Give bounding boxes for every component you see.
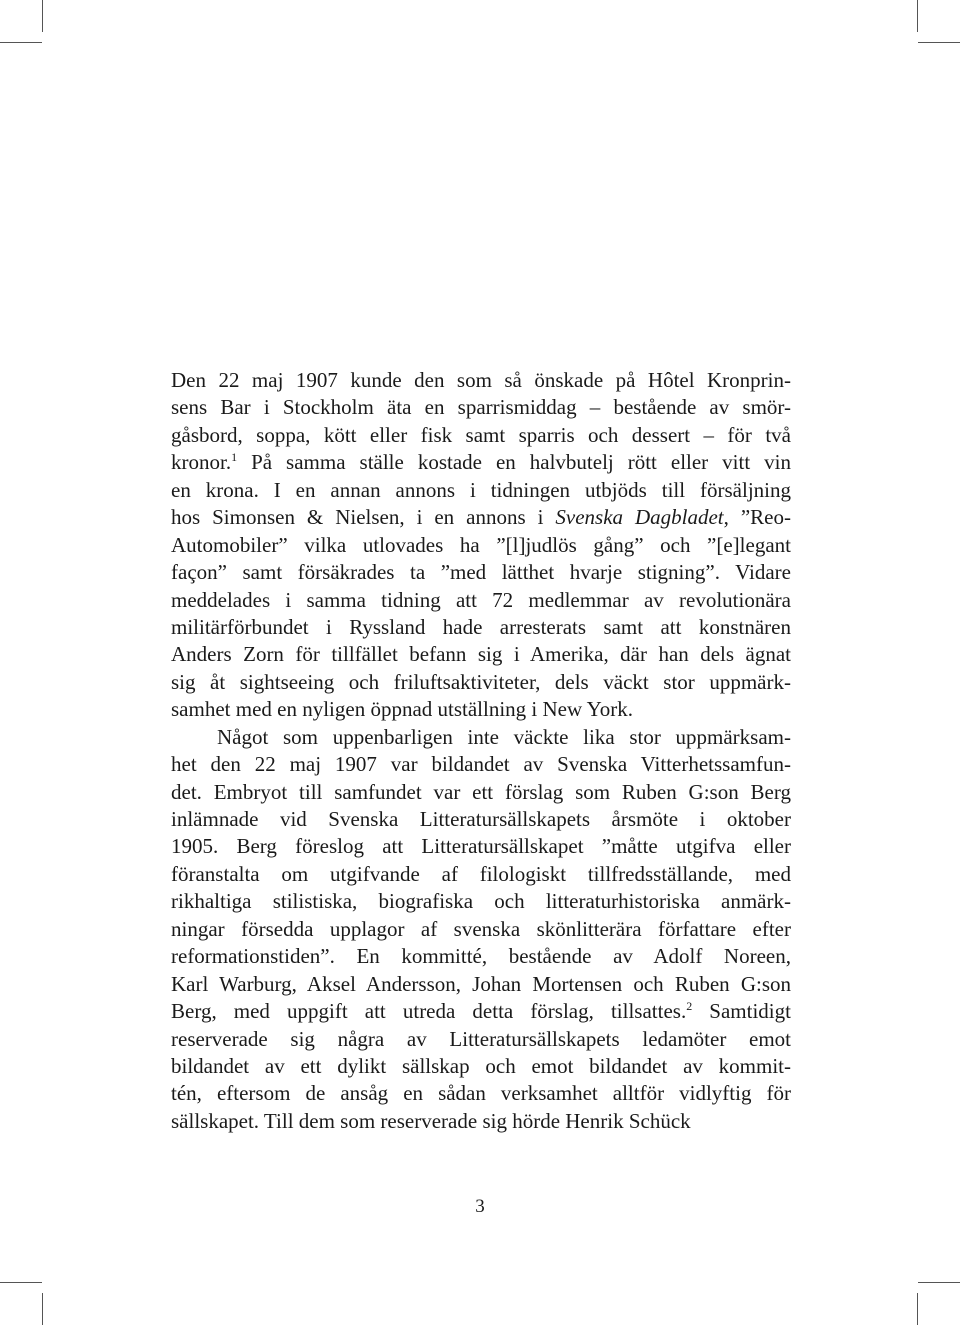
italic-title: Svenska Dagbladet bbox=[555, 505, 724, 530]
text-segment: sig åt sightseeing och friluftsaktiviteter, dels väckt stor uppmärk- bbox=[171, 669, 791, 694]
text-segment: bildandet av ett dylikt sällskap och emot bildandet av kommit- bbox=[171, 1053, 791, 1078]
text-line bbox=[171, 888, 791, 915]
text-segment: kronor. bbox=[171, 450, 232, 475]
text-segment: façon” samt försäkrades ta ”med lätthet hvarje stigning”. Vidare bbox=[171, 560, 791, 585]
text-segment: rikhaltiga stilistiska, biografiska och litteraturhistoriska anmärk- bbox=[171, 889, 791, 914]
text-segment: en krona. I en annan annons i tidningen utbjöds till försäljning bbox=[171, 477, 791, 502]
text-segment: samhet med en nyligen öppnad utställning i New York. bbox=[171, 697, 633, 722]
text-line bbox=[171, 1080, 791, 1107]
text-segment: På samma ställe kostade en halvbutelj rött eller vitt vin bbox=[237, 450, 791, 475]
text-segment: reformationstiden”. En kommitté, bestående av Adolf Noreen, bbox=[171, 944, 791, 969]
text-segment: hos Simonsen & Nielsen, i en annons i bbox=[171, 505, 556, 530]
text-segment: 1905. Berg föreslog att Litteratursällskapet ”måtte utgifva eller bbox=[171, 834, 791, 859]
text-line bbox=[171, 504, 791, 531]
text-segment: meddelades i samma tidning att 72 medlemmar av revolutionära bbox=[171, 587, 791, 612]
text-line bbox=[171, 1026, 791, 1053]
crop-mark-bottom-left-horizontal bbox=[0, 1282, 42, 1283]
text-segment: Något som uppenbarligen inte väckte lika stor uppmärksam- bbox=[217, 724, 791, 749]
paragraph bbox=[171, 724, 791, 1136]
text-line bbox=[171, 751, 791, 778]
crop-mark-top-right-vertical bbox=[917, 0, 918, 32]
crop-mark-top-left-vertical bbox=[42, 0, 43, 32]
text-segment: Automobiler” vilka utlovades ha ”[l]judlös gång” och ”[e]legant bbox=[171, 532, 791, 557]
text-line bbox=[171, 806, 791, 833]
text-segment: Karl Warburg, Aksel Andersson, Johan Mortensen och Ruben G:son bbox=[171, 971, 791, 996]
crop-mark-top-left-horizontal bbox=[0, 42, 42, 43]
text-line bbox=[171, 833, 791, 860]
text-segment: tén, eftersom de ansåg en sådan verksamhet alltför vidlyftig för bbox=[171, 1081, 791, 1106]
text-line bbox=[171, 724, 791, 751]
text-line bbox=[171, 1053, 791, 1080]
text-line bbox=[171, 1108, 791, 1135]
text-line bbox=[171, 532, 791, 559]
text-segment: Den 22 maj 1907 kunde den som så önskade på Hôtel Kronprin- bbox=[171, 368, 791, 392]
text-segment: militärförbundet i Ryssland hade arresterats samt att konstnären bbox=[171, 614, 791, 639]
footnote-marker: 2 bbox=[686, 999, 693, 1014]
text-line bbox=[171, 998, 791, 1025]
footnote-marker: 1 bbox=[231, 450, 238, 465]
text-line bbox=[171, 559, 791, 586]
crop-mark-bottom-left-vertical bbox=[42, 1293, 43, 1325]
text-segment: ningar försedda upplagor af svenska skönlitterära författare efter bbox=[171, 916, 791, 941]
text-segment: Berg, med uppgift att utreda detta förslag, tillsattes. bbox=[171, 999, 687, 1024]
text-line bbox=[171, 367, 791, 394]
text-line bbox=[171, 971, 791, 998]
text-segment: sens Bar i Stockholm äta en sparrismiddag – bestående av smör- bbox=[171, 395, 791, 420]
text-segment: det. Embryot till samfundet var ett förslag som Ruben G:son Berg bbox=[171, 779, 791, 804]
text-line bbox=[171, 641, 791, 668]
text-line bbox=[171, 696, 791, 723]
text-line bbox=[171, 779, 791, 806]
text-segment: , ”Reo- bbox=[723, 505, 791, 530]
text-line bbox=[171, 614, 791, 641]
text-line bbox=[171, 861, 791, 888]
text-line bbox=[171, 587, 791, 614]
text-line bbox=[171, 477, 791, 504]
text-line bbox=[171, 449, 791, 476]
text-segment: gåsbord, soppa, kött eller fisk samt sparris och dessert – för två bbox=[171, 422, 791, 447]
text-segment: Samtidigt bbox=[692, 999, 791, 1024]
text-line bbox=[171, 422, 791, 449]
text-segment: het den 22 maj 1907 var bildandet av Svenska Vitterhetssamfun- bbox=[171, 752, 791, 777]
text-segment: föranstalta om utgifvande af filologiskt tillfredsställande, med bbox=[171, 861, 791, 886]
crop-mark-bottom-right-horizontal bbox=[918, 1282, 960, 1283]
text-segment: Anders Zorn för tillfället befann sig i Amerika, där han dels ägnat bbox=[171, 642, 791, 667]
text-line bbox=[171, 916, 791, 943]
crop-mark-bottom-right-vertical bbox=[917, 1293, 918, 1325]
text-line bbox=[171, 669, 791, 696]
text-segment: sällskapet. Till dem som reserverade sig hörde Henrik Schück bbox=[171, 1108, 691, 1133]
text-segment: inlämnade vid Svenska Litteratursällskapets årsmöte i oktober bbox=[171, 807, 791, 831]
text-segment: reserverade sig några av Litteratursällskapets ledamöter emot bbox=[171, 1026, 791, 1051]
crop-mark-top-right-horizontal bbox=[918, 42, 960, 43]
text-line bbox=[171, 943, 791, 970]
page-number: 3 bbox=[475, 1196, 485, 1217]
body-text bbox=[171, 367, 791, 1135]
paragraph bbox=[171, 367, 791, 724]
text-line bbox=[171, 394, 791, 421]
